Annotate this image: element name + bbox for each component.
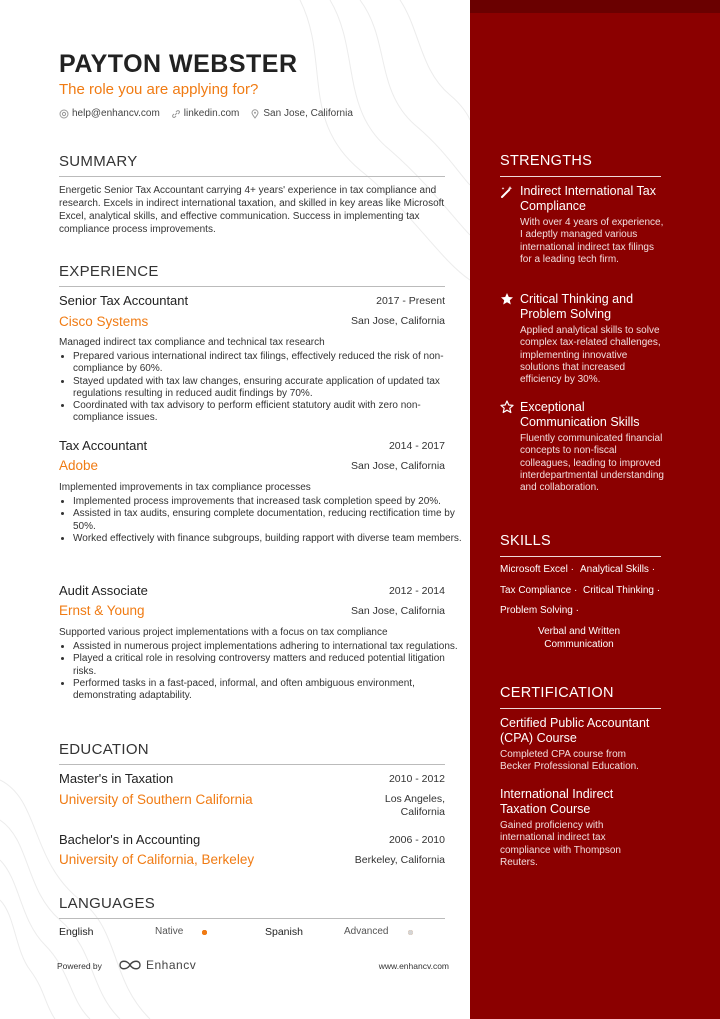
strength-description: With over 4 years of experience, I adeptly managed various international indirect tax filings for a leading tech firm. bbox=[520, 217, 664, 265]
skill-label: Tax Compliance bbox=[500, 585, 572, 596]
education-heading: EDUCATION bbox=[59, 741, 149, 758]
skill-label: Problem Solving bbox=[500, 605, 573, 616]
powered-by-label: Powered by bbox=[57, 961, 102, 971]
skill-label: Analytical Skills bbox=[580, 564, 649, 575]
strength-title: Critical Thinking and Problem Solving bbox=[520, 292, 634, 321]
bullet-item: • Worked effectively with finance subgroups, building rapport with diverse team members. bbox=[73, 533, 463, 545]
skill-label: Microsoft Excel bbox=[500, 564, 568, 575]
strength-description: Fluently communicated financial concepts to non-fiscal colleagues, leading to improved interdepartmental understanding and collaboration. bbox=[520, 433, 664, 494]
candidate-name: PAYTON WEBSTER bbox=[59, 50, 298, 78]
bullet-item: • Performed tasks in a fast-paced, informal, and often ambiguous environment, demonstrating adaptability. bbox=[73, 678, 463, 703]
strength-description: Applied analytical skills to solve complex tax-related challenges, implementing innovative solutions that increased efficiency by 30%. bbox=[520, 325, 661, 386]
languages-row bbox=[59, 926, 445, 940]
education-dates: 2006 - 2010 bbox=[388, 834, 445, 846]
company-name: Adobe bbox=[59, 458, 99, 473]
skill-tag bbox=[500, 585, 577, 596]
location-text: San Jose, California bbox=[263, 108, 353, 119]
job-title: Audit Associate bbox=[59, 583, 148, 598]
certification-divider bbox=[500, 708, 661, 709]
school-name: University of California, Berkeley bbox=[59, 852, 255, 867]
summary-text: Energetic Senior Tax Accountant carrying 4+ years' experience in tax compliance and research. Excels in indirect international taxation, and skilled in key areas like Microsoft Excel, analytical skills, and effective communication. Success in implementing tax compliance process improvements. bbox=[59, 185, 445, 235]
strength-title: Exceptional Communication Skills bbox=[520, 400, 640, 429]
skill-separator: · bbox=[575, 605, 579, 616]
contact-email[interactable] bbox=[59, 108, 160, 119]
strengths-heading: STRENGTHS bbox=[500, 153, 593, 169]
certification-title: International Indirect Taxation Course bbox=[500, 787, 614, 816]
school-name: University of Southern California bbox=[59, 792, 253, 807]
degree-title: Master's in Taxation bbox=[59, 771, 174, 786]
summary-divider bbox=[59, 176, 445, 177]
sidebar-top-band bbox=[470, 0, 720, 13]
job-bullets bbox=[59, 496, 463, 545]
location-pin-icon bbox=[250, 109, 260, 119]
skill-tag bbox=[500, 564, 574, 575]
bullet-item: • Assisted in numerous project implementations adhering to international tax regulations. bbox=[73, 641, 463, 653]
certification-title: Certified Public Accountant (CPA) Course bbox=[500, 716, 650, 745]
school-location-line: Los Angeles, bbox=[384, 793, 445, 805]
job-location: San Jose, California bbox=[351, 315, 445, 327]
company-name: Ernst & Young bbox=[59, 603, 145, 618]
education-dates: 2010 - 2012 bbox=[388, 773, 445, 785]
bullet-item: • Coordinated with tax advisory to perform efficient statutory audit with zero non-compliance issues. bbox=[73, 400, 463, 425]
skill-tag bbox=[500, 605, 579, 616]
bullet-item: • Stayed updated with tax law changes, ensuring accurate application of updated tax regulations resulting in reduced audit findings by 70%. bbox=[73, 376, 463, 401]
languages-heading: LANGUAGES bbox=[59, 895, 156, 912]
skill-separator: · bbox=[573, 585, 578, 596]
job-location: San Jose, California bbox=[351, 605, 445, 617]
bullet-item: • Prepared various international indirect tax filings, effectively reduced the risk of non-compliance by 60%. bbox=[73, 351, 463, 376]
job-dates: 2014 - 2017 bbox=[388, 440, 445, 452]
skill-separator: · bbox=[570, 564, 574, 575]
skills-heading: SKILLS bbox=[500, 533, 551, 549]
brand-logo[interactable] bbox=[118, 958, 196, 972]
language-name: Spanish bbox=[265, 926, 303, 938]
school-location-line: California bbox=[400, 806, 445, 818]
skill-tag bbox=[580, 564, 655, 575]
skill-separator: · bbox=[651, 564, 656, 575]
experience-heading: EXPERIENCE bbox=[59, 263, 159, 280]
job-bullets bbox=[59, 641, 463, 702]
job-description: Managed indirect tax compliance and technical tax research bbox=[59, 337, 325, 348]
link-icon bbox=[171, 109, 181, 119]
star-outline-icon bbox=[500, 400, 514, 414]
company-name: Cisco Systems bbox=[59, 314, 149, 329]
enhancv-logo-icon bbox=[118, 958, 142, 972]
skill-tag bbox=[583, 585, 660, 596]
strength-title: Indirect International Tax Compliance bbox=[520, 184, 656, 213]
bullet-item: • Implemented process improvements that increased task completion speed by 20%. bbox=[73, 496, 463, 508]
email-text: help@enhancv.com bbox=[72, 108, 160, 119]
linkedin-text: linkedin.com bbox=[183, 108, 240, 119]
footer-url[interactable]: www.enhancv.com bbox=[378, 961, 449, 971]
strengths-divider bbox=[500, 176, 661, 177]
language-level: Native bbox=[155, 926, 184, 937]
brand-name: Enhancv bbox=[146, 958, 197, 972]
skill-label: Critical Thinking bbox=[583, 585, 654, 596]
job-title: Senior Tax Accountant bbox=[59, 293, 189, 308]
language-level: Advanced bbox=[344, 926, 389, 937]
education-divider bbox=[59, 764, 445, 765]
job-description: Supported various project implementations with a focus on tax compliance bbox=[59, 627, 388, 638]
certification-description: Completed CPA course from Becker Professional Education. bbox=[500, 749, 639, 773]
skill-separator: · bbox=[656, 585, 661, 596]
job-title: Tax Accountant bbox=[59, 438, 148, 453]
bullet-item: • Played a critical role in resolving controversy matters and reduced potential litigation risks. bbox=[73, 653, 463, 678]
at-icon bbox=[59, 109, 69, 119]
bullet-item: • Assisted in tax audits, ensuring complete documentation, reducing rectification time by 50%. bbox=[73, 508, 463, 533]
job-description: Implemented improvements in tax compliance processes bbox=[59, 482, 311, 493]
star-filled-icon bbox=[500, 292, 514, 306]
contact-linkedin[interactable] bbox=[171, 108, 240, 119]
degree-title: Bachelor's in Accounting bbox=[59, 832, 201, 847]
rating-dot-empty bbox=[408, 930, 413, 935]
school-location: Berkeley, California bbox=[354, 854, 445, 866]
summary-heading: SUMMARY bbox=[59, 153, 138, 170]
job-dates: 2012 - 2014 bbox=[388, 585, 445, 597]
skill-tag: Verbal and Written Communication bbox=[537, 626, 621, 650]
experience-divider bbox=[59, 286, 445, 287]
role-title: The role you are applying for? bbox=[59, 81, 259, 98]
certification-description: Gained proficiency with international indirect tax compliance with Thompson Reuters. bbox=[500, 820, 621, 868]
contact-location bbox=[250, 108, 353, 119]
school-location bbox=[385, 793, 445, 819]
language-name: English bbox=[59, 926, 94, 938]
languages-divider bbox=[59, 918, 445, 919]
skills-divider bbox=[500, 556, 661, 557]
contact-bar bbox=[59, 108, 364, 119]
job-location: San Jose, California bbox=[351, 460, 445, 472]
job-bullets bbox=[59, 351, 463, 425]
magic-wand-icon bbox=[500, 185, 514, 199]
certification-heading: CERTIFICATION bbox=[500, 685, 614, 701]
job-dates: 2017 - Present bbox=[376, 295, 445, 307]
rating-dot-filled bbox=[202, 930, 207, 935]
